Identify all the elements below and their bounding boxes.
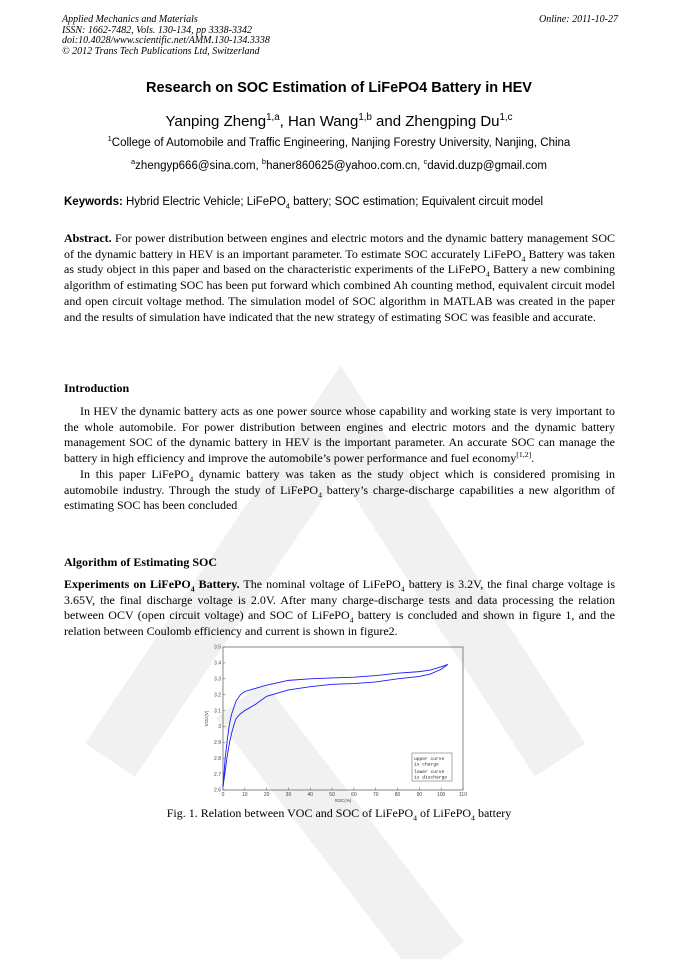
author-name: Zhengping Du (405, 113, 500, 130)
subscript: 4 (471, 813, 475, 823)
x-tick-label: 40 (307, 792, 314, 798)
section-heading-algorithm: Algorithm of Estimating SOC (64, 555, 217, 569)
paragraph-text: In this paper LiFePO (80, 466, 190, 481)
subscript: 4 (413, 813, 418, 823)
y-tick-label: 3.4 (214, 660, 221, 667)
journal-header (62, 15, 618, 57)
paragraph-text: . (531, 451, 535, 466)
y-tick-label: 2.6 (214, 787, 221, 794)
abstract-text: For power distribution between engines and electric motors and the dynamic battery management SOC of the dynamic battery in HEV is an important parameter. To estimate SOC accurately LiFePO (64, 231, 615, 261)
caption-text: Fig. 1. Relation between VOC and SOC of LiFePO (166, 806, 414, 820)
email-address: zhengyp666@sina.com, (135, 160, 262, 172)
author-conjunction: and (371, 113, 406, 130)
section-heading-introduction: Introduction (64, 381, 130, 395)
paragraph (64, 467, 615, 514)
abstract (64, 231, 615, 325)
author-name: Yanping Zheng (165, 113, 267, 130)
paragraph-text: In HEV the dynamic battery acts as one power source whose capability and working state is very important to the whole automobile. For power distribution between engines and electric motors and the dynamic battery management SOC of the dynamic battery in HEV is the important parameter. An accurate SOC can manage the battery in high efficiency and improve the automobile’s power performance and fuel economy (64, 404, 615, 466)
legend-text: lower curve (414, 770, 445, 775)
y-tick-label: 2.9 (214, 740, 221, 747)
x-tick-label: 100 (437, 792, 446, 798)
chart-legend (412, 753, 452, 781)
author-separator: , (279, 113, 289, 130)
run-in-text: Battery. (194, 577, 240, 591)
subscript: 4 (318, 489, 322, 499)
paragraph-text: dynamic battery was taken as the study object which is considered promising in automobile industry. Through the study of LiFePO (64, 466, 615, 497)
y-tick-label: 3.2 (214, 692, 221, 699)
x-tick-label: 30 (285, 792, 292, 798)
voc-soc-chart (195, 643, 475, 808)
keywords-text: battery; SOC estimation; Equivalent circuit model (289, 196, 544, 208)
citation: [1,2] (516, 450, 532, 460)
copyright-line: © 2012 Trans Tech Publications Ltd, Switzerland (62, 45, 260, 57)
abstract-text: Battery a new combining algorithm of estimating SOC has been put forward which combined Ah counting method, equivalent circuit model and open circuit voltage method. The simulation model of SOC algorithm in MATLAB was created in the paper and the results of simulation have indicated that the new strategy of estimating SOC was feasible and accurate. (64, 262, 615, 324)
paragraph-text: The nominal voltage of LiFePO (239, 577, 401, 591)
paragraph (64, 577, 615, 640)
run-in-text: Experiments on LiFePO (64, 577, 191, 591)
x-tick-label: 70 (372, 792, 379, 798)
subscript: 4 (521, 254, 526, 264)
affiliation-text: College of Automobile and Traffic Engineering, Nanjing Forestry University, Nanjing, China (111, 137, 571, 149)
x-tick-label: 0 (221, 792, 225, 798)
email-address: david.duzp@gmail.com (427, 160, 547, 172)
abstract-label: Abstract. (64, 231, 112, 245)
y-tick-label: 3 (218, 724, 221, 731)
affiliation (0, 134, 678, 149)
journal-name: Applied Mechanics and Materials (62, 14, 198, 25)
issn-line: ISSN: 1662-7482, Vols. 130-134, pp 3338-3342 (62, 24, 252, 36)
x-tick-label: 90 (416, 792, 423, 798)
author-affil-mark: 1,a (266, 112, 280, 123)
caption-text: of LiFePO (417, 806, 472, 820)
legend-text: upper curve (414, 757, 445, 762)
author-list (0, 113, 678, 130)
keywords (64, 196, 616, 211)
x-tick-label: 110 (459, 792, 467, 798)
email-mark: a (131, 157, 136, 167)
author-affil-mark: 1,c (499, 112, 513, 123)
introduction-body (64, 404, 615, 514)
x-axis-label: SOC(%) (334, 798, 352, 803)
subscript: 4 (400, 584, 405, 594)
legend-text: is charge (414, 762, 439, 768)
x-tick-label: 80 (394, 792, 401, 798)
email-address: haner860625@yahoo.com.cn, (266, 160, 424, 172)
author-affil-mark: 1,b (358, 112, 372, 123)
email-list (0, 157, 678, 172)
algorithm-body (64, 577, 615, 640)
subscript: 4 (485, 269, 490, 279)
y-tick-label: 3.1 (214, 708, 221, 715)
keywords-label: Keywords: (64, 196, 123, 208)
paragraph-text: battery is 3.2V, the final charge voltage is 3.65V, the final discharge voltage is 2.0V. After many charge-discharge tests and data processing the relation between OCV (open circuit voltage) and SOC of LiFePO (64, 577, 615, 623)
paragraph (64, 404, 615, 467)
author-name: Han Wang (288, 113, 359, 130)
paragraph-text: battery’s charge-discharge capabilities a new algorithm of estimating SOC has been concluded (64, 482, 615, 513)
doi-line: doi:10.4028/www.scientific.net/AMM.130-134.3338 (62, 35, 270, 46)
abstract-text: Battery was taken as study object in this paper and based on the characteristic experiments of the LiFePO (64, 246, 616, 277)
run-in-heading (64, 577, 240, 594)
subscript: 4 (189, 474, 194, 484)
y-tick-label: 2.7 (214, 771, 221, 778)
x-tick-label: 10 (242, 792, 248, 798)
legend-text: is discharge (414, 775, 448, 781)
y-tick-label: 2.8 (214, 755, 221, 762)
subscript: 4 (349, 615, 354, 625)
online-date: Online: 2011-10-27 (539, 14, 618, 25)
affiliation-mark: 1 (107, 134, 112, 144)
caption-text: battery (474, 806, 512, 820)
y-tick-label: 3.3 (214, 676, 221, 683)
subscript: 4 (190, 584, 195, 594)
paragraph-text: battery is concluded and shown in figure 1, and the relation between Coulomb efficiency and current is shown in figure2. (64, 608, 615, 639)
x-tick-label: 50 (329, 792, 335, 798)
figure-caption (0, 806, 678, 821)
keywords-text: Hybrid Electric Vehicle; LiFePO (122, 196, 286, 208)
x-tick-label: 20 (263, 792, 270, 798)
email-mark: c (423, 157, 428, 167)
x-tick-label: 60 (351, 792, 357, 798)
y-axis-label: VOC(V) (204, 710, 209, 727)
paper-title: Research on SOC Estimation of LiFePO4 Battery in HEV (146, 80, 532, 96)
y-tick-label: 3.5 (214, 644, 221, 651)
email-mark: b (261, 157, 267, 167)
subscript: 4 (285, 201, 290, 211)
